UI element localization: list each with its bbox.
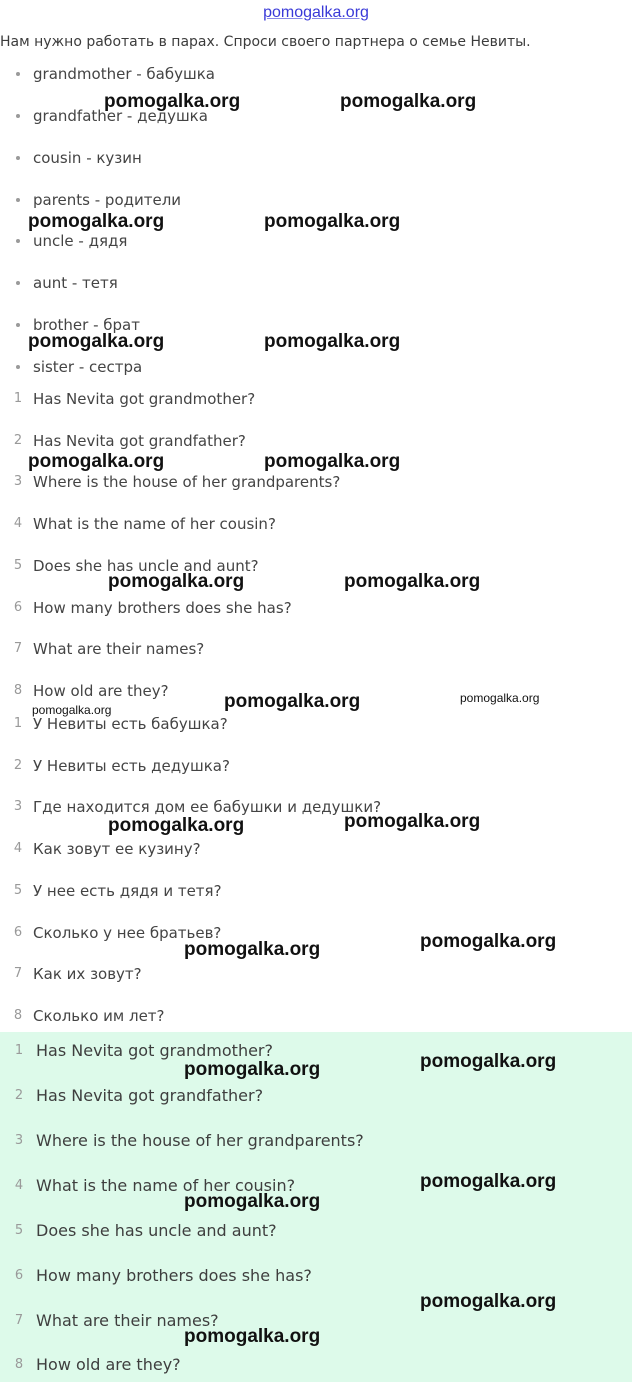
question-text: У Невиты есть бабушка? <box>33 715 228 733</box>
watermark: pomogalka.org <box>108 815 245 836</box>
watermark: pomogalka.org <box>184 1326 321 1347</box>
vocab-text: cousin - кузин <box>33 149 142 167</box>
question-text: Как их зовут? <box>33 965 142 983</box>
watermark: pomogalka.org <box>264 211 401 232</box>
item-number: 2 <box>13 433 23 448</box>
question-text: Сколько у нее братьев? <box>33 924 222 942</box>
question-text: Сколько им лет? <box>33 1007 165 1025</box>
question-text: У Невиты есть дедушка? <box>33 757 230 775</box>
watermark: pomogalka.org <box>104 91 241 112</box>
watermark: pomogalka.org <box>344 571 481 592</box>
watermark: pomogalka.org <box>108 571 245 592</box>
item-number: 6 <box>14 1268 24 1283</box>
vocab-text: aunt - тетя <box>33 274 118 292</box>
question-text: Has Nevita got grandmother? <box>36 1041 273 1060</box>
vocab-text: parents - родители <box>33 191 182 209</box>
list-item <box>0 388 632 410</box>
watermark: pomogalka.org <box>224 691 361 712</box>
question-text: How old are they? <box>36 1355 181 1374</box>
watermark: pomogalka.org <box>184 1191 321 1212</box>
site-header-link[interactable]: pomogalka.org <box>263 4 369 21</box>
watermark: pomogalka.org <box>344 811 481 832</box>
question-text: Где находится дом ее бабушки и дедушки? <box>33 798 382 816</box>
bullet-icon <box>16 365 20 369</box>
watermark: pomogalka.org <box>28 451 165 472</box>
list-item <box>0 1353 632 1377</box>
list-item <box>0 147 632 169</box>
bullet-icon <box>16 239 20 243</box>
question-text: Has Nevita got grandmother? <box>33 390 256 408</box>
question-text: How many brothers does she has? <box>36 1266 312 1285</box>
list-item <box>0 105 632 127</box>
item-number: 3 <box>14 1133 24 1148</box>
watermark: pomogalka.org <box>264 331 401 352</box>
item-number: 5 <box>14 1223 24 1238</box>
question-text: What is the name of her cousin? <box>33 515 276 533</box>
vocab-text: grandfather - дедушка <box>33 107 208 125</box>
item-number: 3 <box>13 474 23 489</box>
list-item <box>0 555 632 577</box>
list-item <box>0 597 632 619</box>
vocab-text: uncle - дядя <box>33 232 128 250</box>
question-text: What are their names? <box>36 1311 219 1330</box>
watermark: pomogalka.org <box>420 1171 557 1192</box>
question-text: How old are they? <box>33 682 169 700</box>
watermark: pomogalka.org <box>184 1059 321 1080</box>
list-item <box>0 1129 632 1153</box>
item-number: 5 <box>13 883 23 898</box>
list-item <box>0 638 632 660</box>
list-item <box>0 471 632 493</box>
item-number: 5 <box>13 558 23 573</box>
list-item <box>0 838 632 860</box>
item-number: 4 <box>14 1178 24 1193</box>
watermark: pomogalka.org <box>28 211 165 232</box>
item-number: 1 <box>14 1043 24 1058</box>
list-item <box>0 189 632 211</box>
item-number: 7 <box>14 1313 24 1328</box>
item-number: 8 <box>13 1008 23 1023</box>
list-item <box>0 272 632 294</box>
item-number: 7 <box>13 966 23 981</box>
bullet-icon <box>16 156 20 160</box>
vocab-text: grandmother - бабушка <box>33 65 215 83</box>
item-number: 1 <box>13 391 23 406</box>
watermark: pomogalka.org <box>264 451 401 472</box>
question-text: Как зовут ее кузину? <box>33 840 201 858</box>
item-number: 3 <box>13 799 23 814</box>
item-number: 6 <box>13 925 23 940</box>
item-number: 7 <box>13 641 23 656</box>
task-intro: Нам нужно работать в парах. Спроси своего партнера о семье Невиты. <box>0 34 531 50</box>
question-text: Where is the house of her grandparents? <box>33 473 341 491</box>
question-text: What are their names? <box>33 640 205 658</box>
list-item <box>0 755 632 777</box>
question-text: Has Nevita got grandfather? <box>36 1086 264 1105</box>
question-text: How many brothers does she has? <box>33 599 292 617</box>
item-number: 4 <box>13 516 23 531</box>
list-item <box>0 430 632 452</box>
item-number: 6 <box>13 600 23 615</box>
question-text: Where is the house of her grandparents? <box>36 1131 364 1150</box>
item-number: 8 <box>14 1357 24 1372</box>
watermark: pomogalka.org <box>420 1291 557 1312</box>
list-item <box>0 1219 632 1243</box>
list-item <box>0 513 632 535</box>
item-number: 8 <box>13 683 23 698</box>
watermark: pomogalka.org <box>184 939 321 960</box>
question-text: У нее есть дядя и тетя? <box>33 882 222 900</box>
item-number: 4 <box>13 841 23 856</box>
watermark: pomogalka.org <box>460 691 540 705</box>
list-item <box>0 1005 632 1027</box>
list-item <box>0 230 632 252</box>
watermark: pomogalka.org <box>28 331 165 352</box>
vocab-text: sister - сестра <box>33 358 143 376</box>
list-item <box>0 1264 632 1288</box>
list-item <box>0 63 632 85</box>
bullet-icon <box>16 72 20 76</box>
item-number: 2 <box>14 1088 24 1103</box>
question-text: Has Nevita got grandfather? <box>33 432 246 450</box>
list-item <box>0 880 632 902</box>
watermark: pomogalka.org <box>420 931 557 952</box>
item-number: 2 <box>13 758 23 773</box>
question-text: Does she has uncle and aunt? <box>36 1221 277 1240</box>
watermark: pomogalka.org <box>340 91 477 112</box>
list-item <box>0 963 632 985</box>
list-item <box>0 796 632 818</box>
vocab-text: brother - брат <box>33 316 140 334</box>
bullet-icon <box>16 198 20 202</box>
watermark: pomogalka.org <box>32 703 112 717</box>
question-text: What is the name of her cousin? <box>36 1176 296 1195</box>
list-item <box>0 1084 632 1108</box>
list-item <box>0 356 632 378</box>
watermark: pomogalka.org <box>420 1051 557 1072</box>
bullet-icon <box>16 114 20 118</box>
item-number: 1 <box>13 716 23 731</box>
bullet-icon <box>16 281 20 285</box>
question-text: Does she has uncle and aunt? <box>33 557 259 575</box>
bullet-icon <box>16 323 20 327</box>
